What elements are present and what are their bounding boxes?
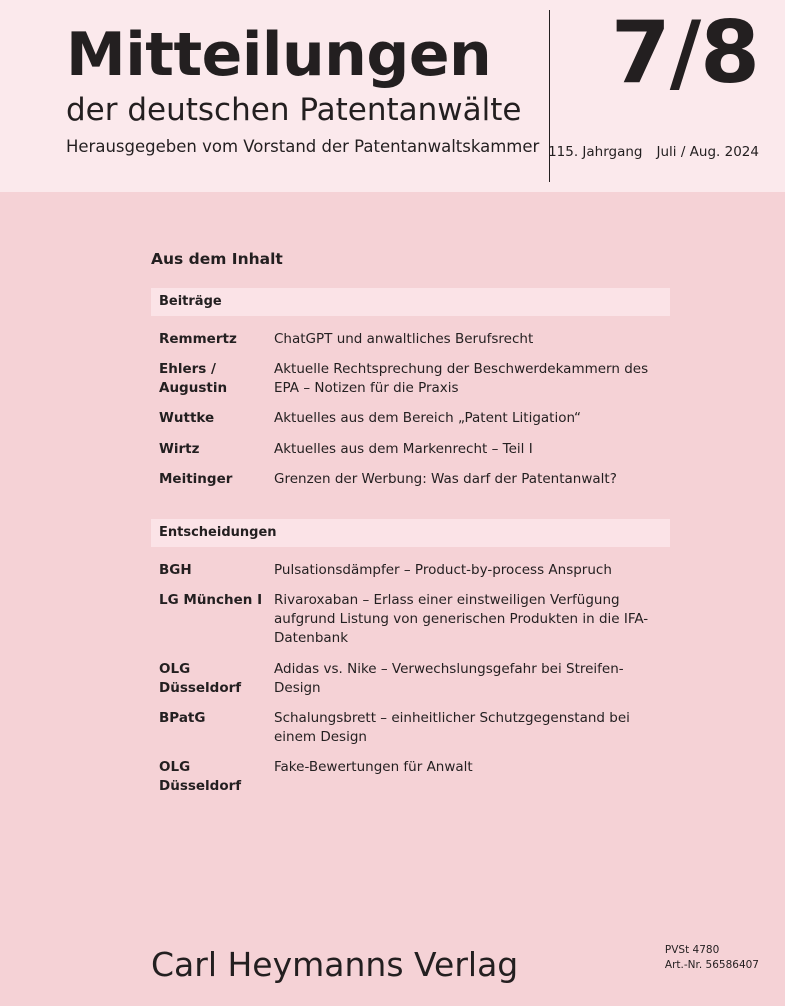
entry-title: Aktuelle Rechtsprechung der Beschwerdekammern des EPA – Notizen für die Praxis bbox=[274, 361, 649, 397]
issue-meta bbox=[548, 144, 759, 160]
toc-entry bbox=[151, 709, 670, 747]
entry-author: Meitinger bbox=[159, 470, 233, 487]
page-content bbox=[0, 192, 785, 797]
journal-publisher-note: Herausgegeben vom Vorstand der Patentanwaltskammer bbox=[66, 136, 540, 156]
entry-author: Wuttke bbox=[159, 410, 215, 427]
toc-entry bbox=[151, 758, 670, 796]
toc-heading: Aus dem Inhalt bbox=[151, 250, 283, 268]
entry-author: OLG Düsseldorf bbox=[159, 759, 242, 795]
page-footer bbox=[0, 886, 785, 1006]
entry-title: Schalungsbrett – einheitlicher Schutzgegenstand bei einem Design bbox=[274, 709, 630, 746]
table-of-contents bbox=[151, 250, 670, 797]
entry-title: Adidas vs. Nike – Verwechslungsgefahr bei Streifen-Design bbox=[274, 660, 624, 696]
entry-title: Rivaroxaban – Erlass einer einstweiligen Verfügung aufgrund Listung von generischen Produkten in die IFA-Datenbank bbox=[274, 592, 649, 647]
article-number: Art.-Nr. 56586407 bbox=[664, 958, 759, 971]
entry-author: Remmertz bbox=[159, 331, 237, 347]
entry-author: OLG Düsseldorf bbox=[159, 660, 242, 696]
entry-author: BPatG bbox=[159, 709, 206, 726]
entries-beitraege bbox=[151, 330, 670, 489]
pvst-code: PVSt 4780 bbox=[664, 943, 720, 956]
entry-author: Ehlers / Augustin bbox=[159, 361, 228, 397]
toc-entry bbox=[151, 409, 670, 428]
toc-entry bbox=[151, 470, 670, 489]
section-header-entscheidungen: Entscheidungen bbox=[151, 519, 670, 547]
masthead bbox=[0, 0, 785, 192]
entry-title: ChatGPT und anwaltliches Berufsrecht bbox=[274, 331, 534, 347]
entry-title: Pulsationsdämpfer – Product-by-process Anspruch bbox=[274, 561, 612, 578]
entry-title: Grenzen der Werbung: Was darf der Patentanwalt? bbox=[274, 470, 617, 487]
section-header-beitraege: Beiträge bbox=[151, 288, 670, 316]
toc-entry bbox=[151, 440, 670, 459]
entry-title: Fake-Bewertungen für Anwalt bbox=[274, 759, 473, 776]
issue-date: Juli / Aug. 2024 bbox=[656, 144, 759, 160]
toc-entry bbox=[151, 360, 670, 398]
toc-entry bbox=[151, 660, 670, 698]
entry-author: BGH bbox=[159, 561, 192, 578]
masthead-title-block bbox=[0, 0, 549, 192]
masthead-issue-block bbox=[550, 0, 785, 192]
toc-entry bbox=[151, 561, 670, 580]
toc-entry bbox=[151, 330, 670, 349]
entry-author: Wirtz bbox=[159, 440, 200, 457]
entry-title: Aktuelles aus dem Bereich „Patent Litigation“ bbox=[274, 410, 582, 427]
entry-author: LG München I bbox=[159, 592, 263, 609]
issue-number: 7/8 bbox=[610, 3, 759, 103]
footer-codes bbox=[665, 943, 759, 973]
journal-title: Mitteilungen bbox=[66, 20, 492, 90]
toc-entry bbox=[151, 591, 670, 648]
issue-volume: 115. Jahrgang bbox=[548, 144, 643, 160]
journal-subtitle: der deutschen Patentanwälte bbox=[66, 92, 522, 128]
entry-title: Aktuelles aus dem Markenrecht – Teil I bbox=[274, 440, 533, 457]
entries-entscheidungen bbox=[151, 561, 670, 797]
publisher-name: Carl Heymanns Verlag bbox=[151, 945, 519, 984]
